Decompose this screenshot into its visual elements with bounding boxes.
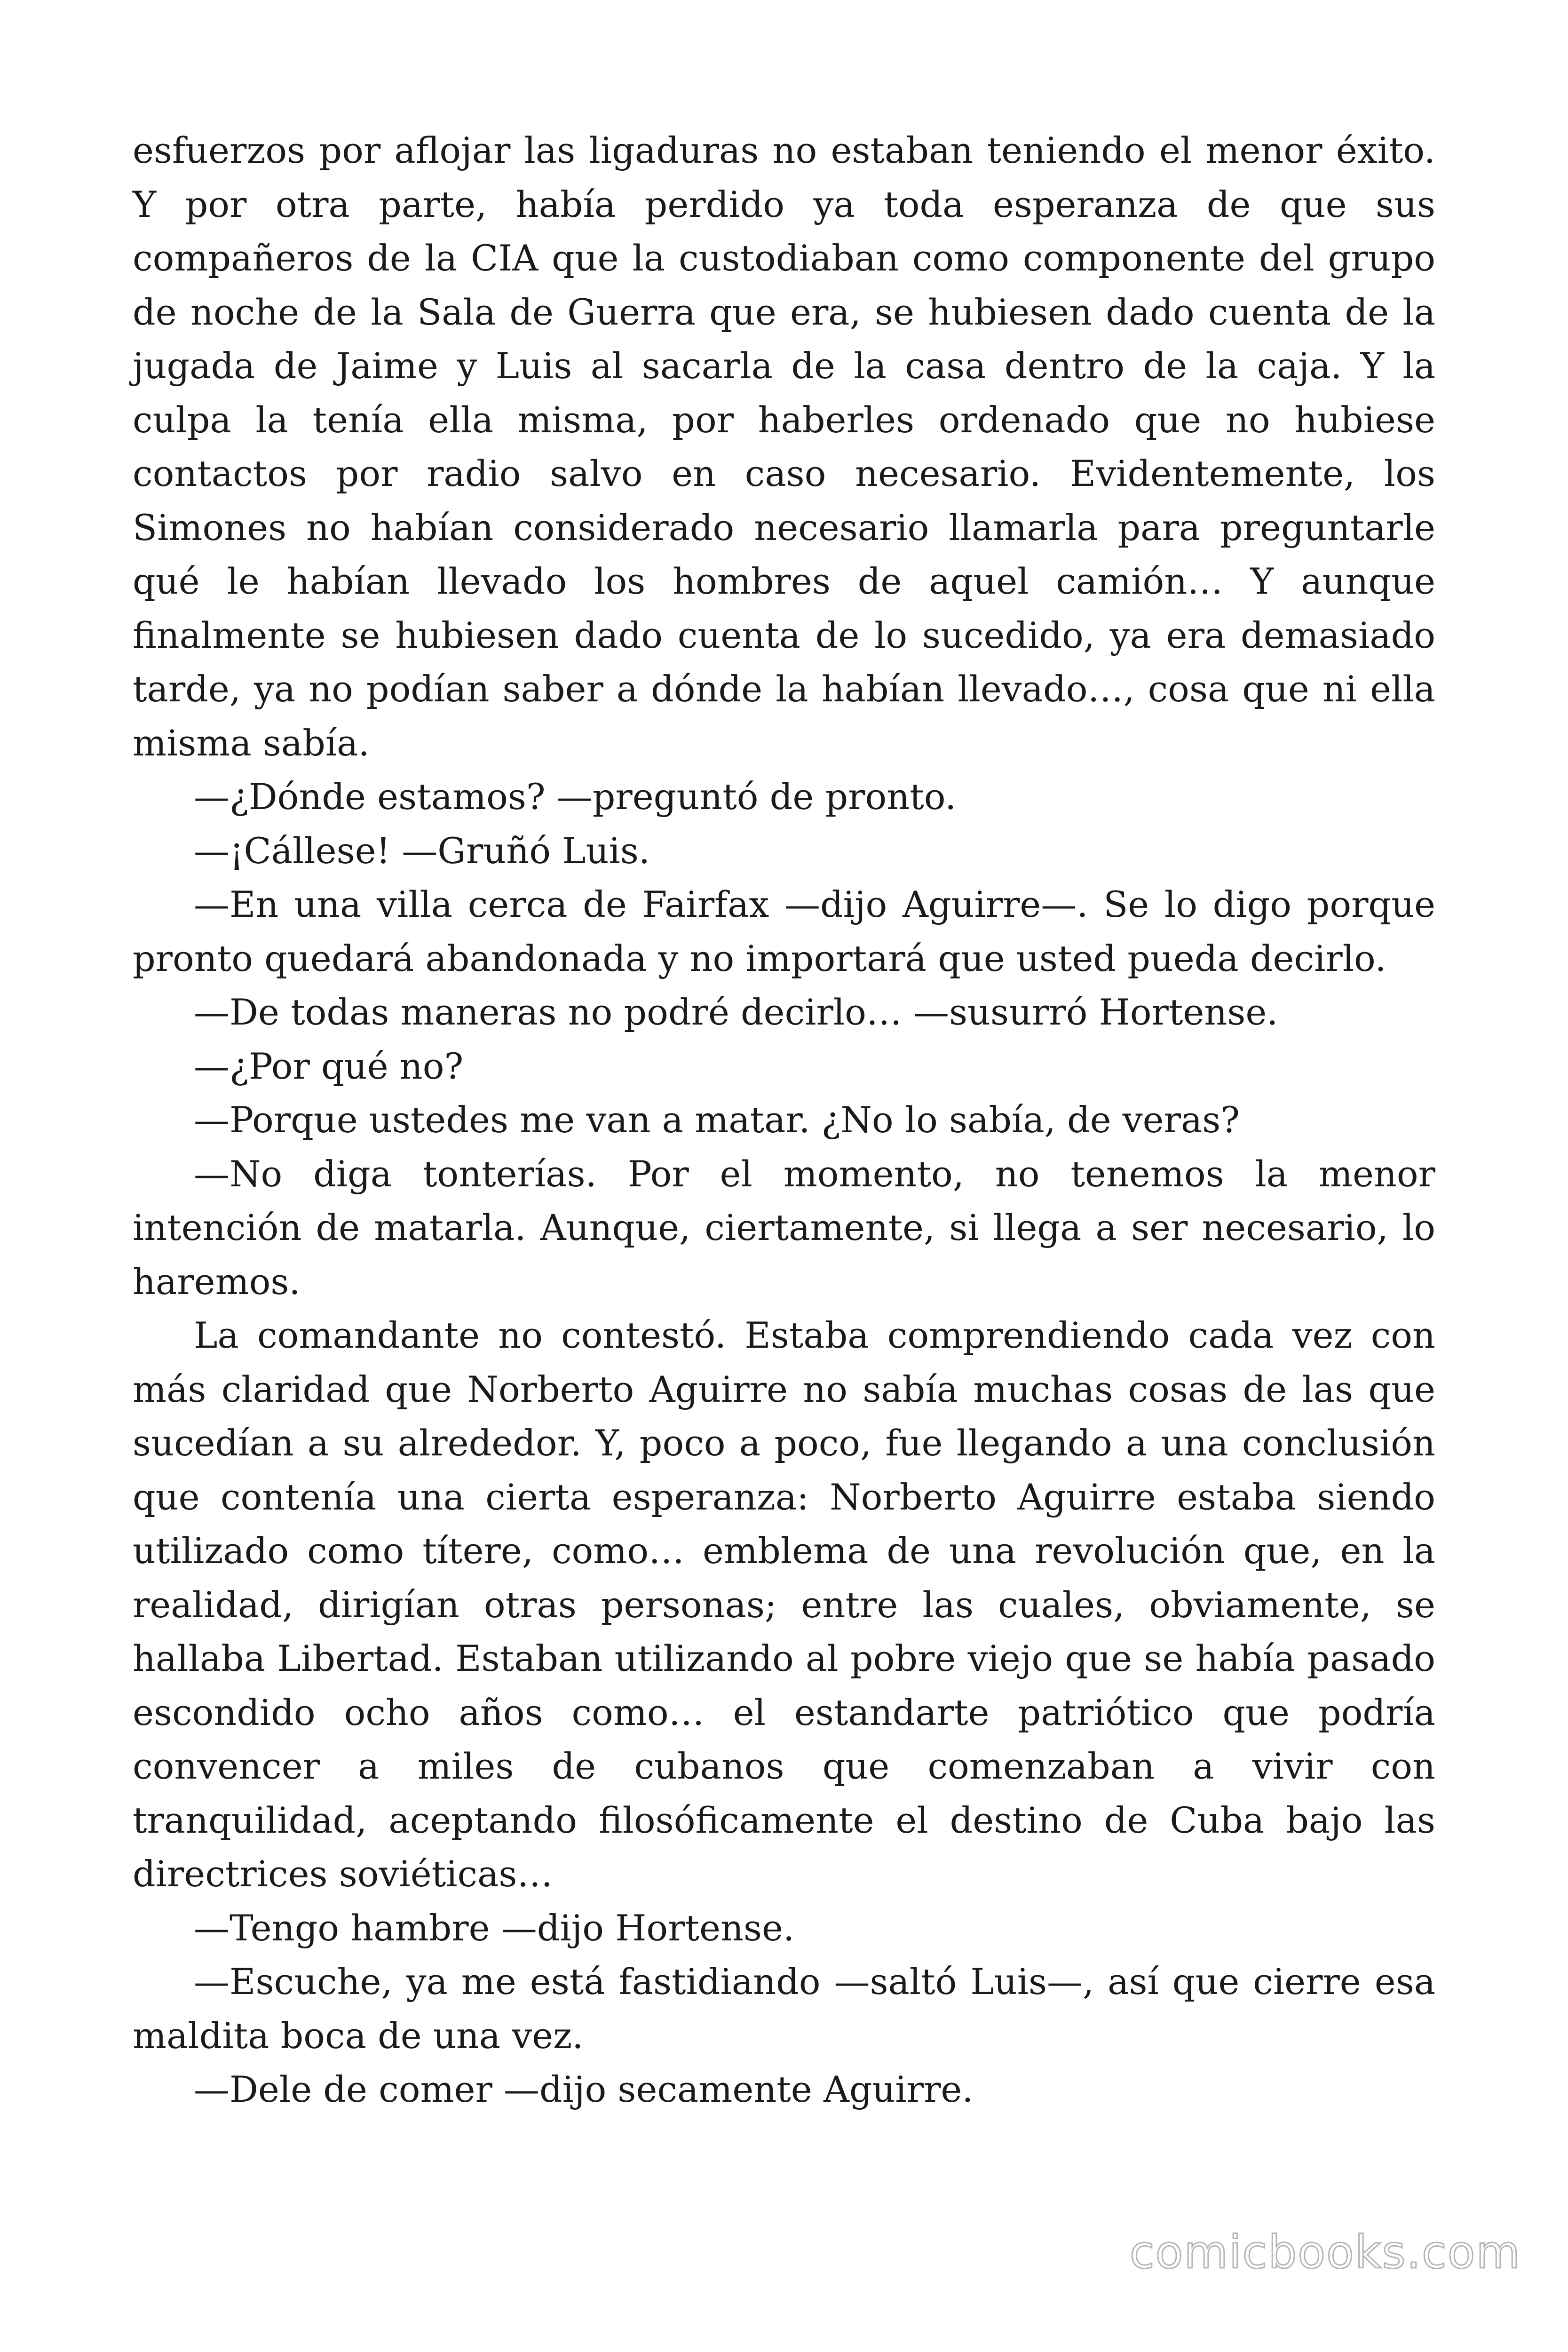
paragraph-narrative: La comandante no contestó. Estaba comprendiendo cada vez con más claridad que Norberto Aguirre no sabía muchas cosas de las que sucedían a su alrededor. Y, poco a poco, fue llegando a una conclusión que contenía una cierta esperanza: Norberto Aguirre estaba siendo utilizado como títere, como… emblema de una revolución que, en la realidad, dirigían otras personas; entre las cuales, obviamente, se hallaba Libertad. Estaban utilizando al pobre viejo que se había pasado escondido ocho años como… el estandarte patriótico que podría convencer a miles de cubanos que comenzaban a vivir con tranquilidad, aceptando filosóficamente el destino de Cuba bajo las directrices soviéticas… [133, 1314, 1435, 1895]
paragraph-dialogue: —Tengo hambre —dijo Hortense. [194, 1907, 795, 1949]
paragraph-continuation: esfuerzos por aflojar las ligaduras no estaban teniendo el menor éxito. Y por otra parte, había perdido ya toda esperanza de que sus compañeros de la CIA que la custodiaban como componente del grupo de noche de la Sala de Guerra que era, se hubiesen dado cuenta de la jugada de Jaime y Luis al sacarla de la casa dentro de la caja. Y la culpa la tenía ella misma, por haberles ordenado que no hubiese contactos por radio salvo en caso necesario. Evidentemente, los Simones no habían considerado necesario llamarla para preguntarle qué le habían llevado los hombres de aquel camión… Y aunque finalmente se hubiesen dado cuenta de lo sucedido, ya era demasiado tarde, ya no podían saber a dónde la habían llevado…, cosa que ni ella misma sabía. [133, 129, 1435, 764]
body-text [133, 124, 1435, 2117]
paragraph-dialogue: —Porque ustedes me van a matar. ¿No lo sabía, de veras? [194, 1099, 1240, 1141]
paragraph-dialogue: —¡Cállese! —Gruñó Luis. [194, 829, 650, 872]
paragraph-dialogue: —Dele de comer —dijo secamente Aguirre. [194, 2068, 974, 2110]
watermark: comicbooks.com [1129, 2226, 1521, 2279]
paragraph-dialogue: —¿Dónde estamos? —preguntó de pronto. [194, 776, 957, 818]
paragraph-dialogue: —De todas maneras no podré decirlo… —susurró Hortense. [194, 991, 1278, 1033]
paragraph-dialogue: —En una villa cerca de Fairfax —dijo Aguirre—. Se lo digo porque pronto quedará abandonada y no importará que usted pueda decirlo. [133, 883, 1435, 979]
paragraph-dialogue: —¿Por qué no? [194, 1045, 464, 1087]
paragraph-dialogue: —No diga tonterías. Por el momento, no tenemos la menor intención de matarla. Aunque, ciertamente, si llega a ser necesario, lo haremos. [133, 1152, 1435, 1303]
paragraph-dialogue: —Escuche, ya me está fastidiando —saltó Luis—, así que cierre esa maldita boca de una vez. [133, 1961, 1435, 2057]
